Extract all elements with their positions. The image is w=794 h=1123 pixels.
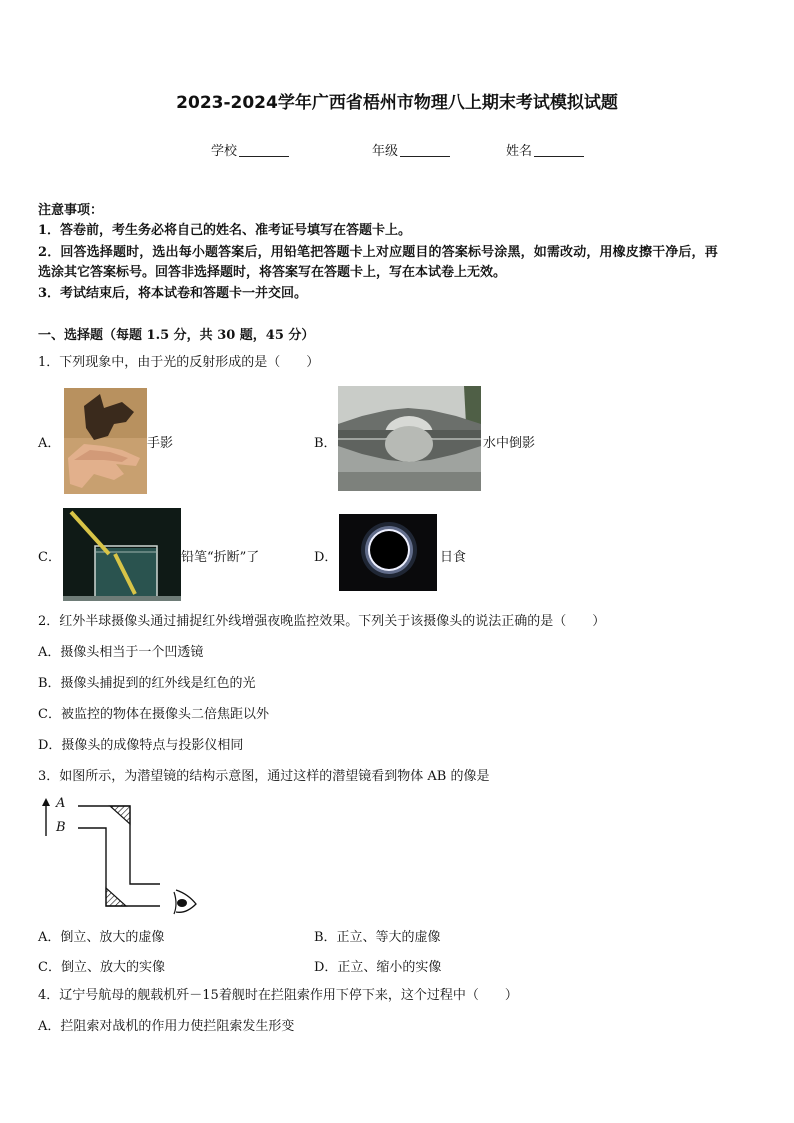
grade-field[interactable]: [372, 140, 450, 159]
q3-label-b: B: [56, 820, 66, 835]
q3-option-b[interactable]: B．正立、等大的虚像: [314, 930, 441, 945]
notes-item-2a: 2．回答选择题时，选出每小题答案后，用铅笔把答题卡上对应题目的答案标号涂黑，如需改动，用橡皮擦干净后，再: [38, 245, 718, 260]
name-label: 姓名: [506, 144, 533, 159]
q1-option-a-text: 手影: [147, 436, 174, 451]
q1-option-c-text: 铅笔“折断”了: [181, 550, 260, 565]
q3-option-d[interactable]: D．正立、缩小的实像: [314, 960, 442, 975]
name-blank[interactable]: [534, 144, 584, 157]
q4-stem: 4．辽宁号航母的舰载机歼－15着舰时在拦阻索作用下停下来，这个过程中（ ）: [38, 988, 518, 1003]
page-title: 2023-2024学年广西省梧州市物理八上期末考试模拟试题: [176, 93, 618, 113]
pencil-in-water-image: [63, 508, 181, 601]
q1-stem: 1．下列现象中，由于光的反射形成的是（ ）: [38, 355, 320, 370]
q1-option-b-text: 水中倒影: [483, 436, 536, 451]
q2-option-b[interactable]: B．摄像头捕捉到的红外线是红色的光: [38, 676, 256, 691]
q3-option-c[interactable]: C．倒立、放大的实像: [38, 960, 165, 975]
hand-shadow-image: [64, 388, 147, 494]
q3-option-a[interactable]: A．倒立、放大的虚像: [38, 930, 165, 945]
q1-option-b-label[interactable]: B．: [314, 436, 337, 451]
q3-label-a: A: [56, 796, 66, 811]
name-field[interactable]: [506, 140, 584, 159]
q1-option-d-text: 日食: [440, 550, 467, 565]
q2-option-a[interactable]: A．摄像头相当于一个凹透镜: [38, 645, 204, 660]
q2-option-d[interactable]: D．摄像头的成像特点与投影仪相同: [38, 738, 244, 753]
school-blank[interactable]: [239, 144, 289, 157]
notes-item-1: 1．答卷前，考生务必将自己的姓名、准考证号填写在答题卡上。: [38, 223, 412, 238]
notes-item-3: 3．考试结束后，将本试卷和答题卡一并交回。: [38, 286, 308, 301]
school-label: 学校: [211, 144, 238, 159]
q4-option-a[interactable]: A．拦阻索对战机的作用力使拦阻索发生形变: [38, 1019, 295, 1034]
notes-heading: 注意事项：: [38, 203, 104, 218]
q2-option-c[interactable]: C．被监控的物体在摄像头二倍焦距以外: [38, 707, 269, 722]
school-field[interactable]: [211, 140, 289, 159]
q1-option-c-label[interactable]: C．: [38, 550, 61, 565]
notes-item-2b: 选涂其它答案标号。回答非选择题时，将答案写在答题卡上，写在本试卷上无效。: [38, 265, 507, 280]
grade-label: 年级: [372, 144, 399, 159]
q1-option-d-label[interactable]: D．: [314, 550, 338, 565]
q2-stem: 2．红外半球摄像头通过捕捉红外线增强夜晚监控效果。下列关于该摄像头的说法正确的是（ ）: [38, 614, 606, 629]
section-heading: 一、选择题（每题 1.5 分，共 30 题，45 分）: [38, 328, 315, 343]
periscope-diagram: [38, 796, 200, 918]
grade-blank[interactable]: [400, 144, 450, 157]
q1-option-a-label[interactable]: A．: [38, 436, 61, 451]
solar-eclipse-image: [339, 514, 437, 591]
bridge-reflection-image: [338, 386, 481, 491]
q3-stem: 3．如图所示，为潜望镜的结构示意图，通过这样的潜望镜看到物体 AB 的像是: [38, 769, 490, 784]
